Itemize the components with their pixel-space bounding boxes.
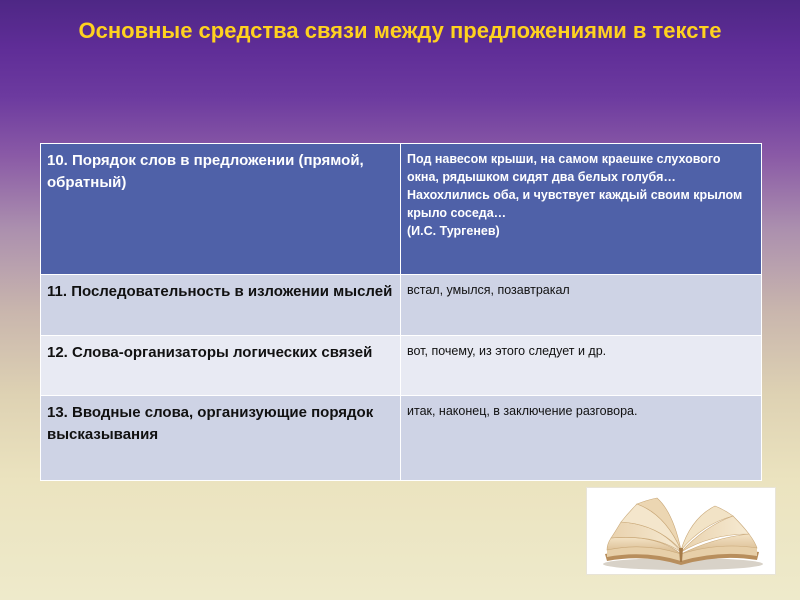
table-cell-means: 11. Последовательность в изложении мыслей xyxy=(41,275,401,336)
content-table xyxy=(40,143,762,481)
open-book-icon xyxy=(587,488,775,574)
table-cell-example: встал, умылся, позавтракал xyxy=(401,275,762,336)
table-cell-example: вот, почему, из этого следует и др. xyxy=(401,336,762,396)
table-cell-example: итак, наконец, в заключение разговора. xyxy=(401,396,762,481)
table-cell-means: 13. Вводные слова, организующие порядок высказывания xyxy=(41,396,401,481)
table-row xyxy=(41,275,762,336)
example-text: Под навесом крыши, на самом краешке слухового окна, рядышком сидят два белых голубя…Нахохлились оба, и чувствует каждый своим крылом крыло соседа… xyxy=(407,152,743,220)
book-illustration xyxy=(586,487,776,575)
table-row xyxy=(41,336,762,396)
table-cell-example xyxy=(401,144,762,275)
table-cell-means: 12. Слова-организаторы логических связей xyxy=(41,336,401,396)
table-row xyxy=(41,144,762,275)
table-row xyxy=(41,396,762,481)
table-cell-means: 10. Порядок слов в предложении (прямой, обратный) xyxy=(41,144,401,275)
page-title: Основные средства связи между предложениями в тексте xyxy=(78,18,722,43)
example-author: (И.С. Тургенев) xyxy=(407,224,500,238)
